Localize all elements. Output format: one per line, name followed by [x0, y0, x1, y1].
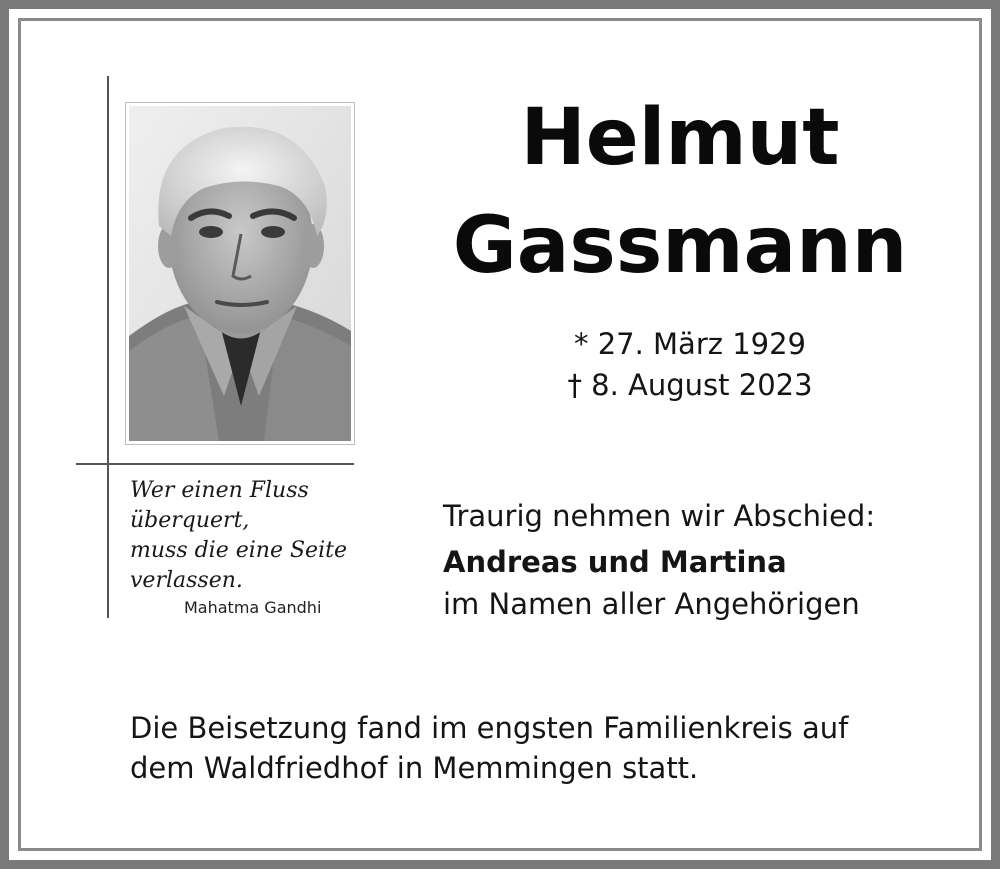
deceased-first-name: Helmut — [520, 93, 840, 183]
mourners-intro: Traurig nehmen wir Abschied: — [443, 499, 876, 533]
birth-date: * 27. März 1929 — [573, 327, 806, 361]
death-date: † 8. August 2023 — [567, 368, 813, 402]
burial-notice-line: Die Beisetzung fand im engsten Familienkreis auf — [130, 711, 849, 745]
deceased-last-name: Gassmann — [452, 201, 908, 291]
quote-text — [130, 476, 380, 596]
burial-notice — [130, 708, 950, 788]
quote-line: verlassen. — [130, 568, 243, 593]
vertical-divider — [107, 76, 109, 618]
horizontal-divider — [76, 463, 354, 465]
burial-notice-line: dem Waldfriedhof in Memmingen statt. — [130, 751, 699, 785]
portrait-photo-icon — [129, 106, 351, 441]
quote-line: muss die eine Seite — [130, 538, 347, 563]
mourners-family: im Namen aller Angehörigen — [443, 587, 860, 621]
quote-author: Mahatma Gandhi — [184, 598, 322, 617]
quote-line: Wer einen Fluss — [130, 478, 309, 503]
mourners-names: Andreas und Martina — [443, 545, 787, 579]
quote-line: überquert, — [130, 508, 250, 533]
portrait-photo — [126, 103, 354, 444]
